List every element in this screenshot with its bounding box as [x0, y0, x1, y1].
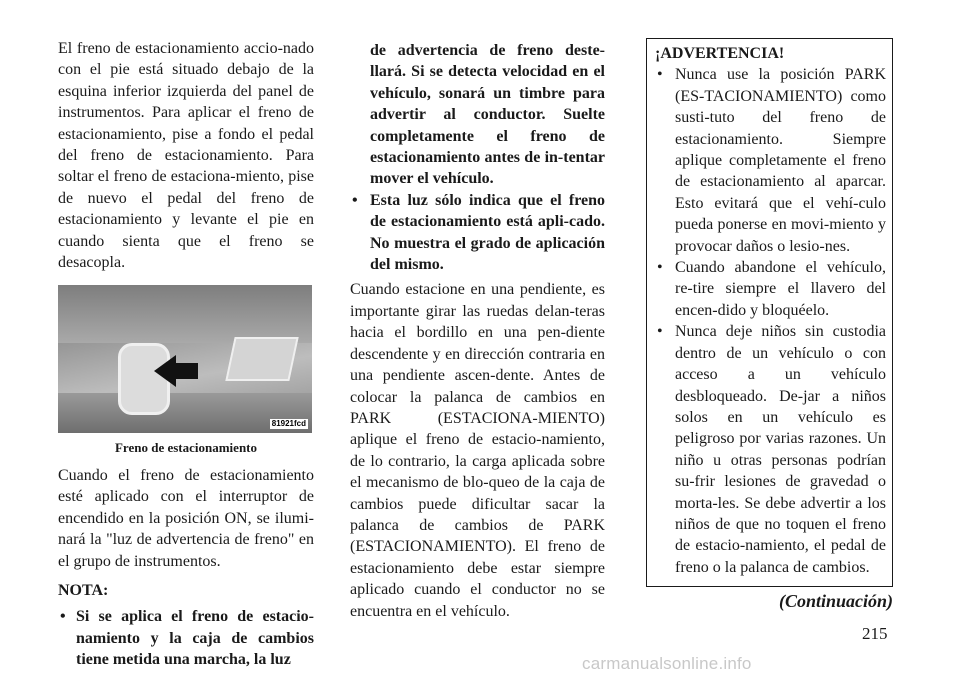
continued-label: (Continuación)	[778, 591, 893, 612]
warning-title: ¡ADVERTENCIA!	[655, 45, 785, 62]
dashboard-panel	[58, 285, 312, 343]
note-item-continued	[350, 40, 605, 190]
warning-item: • Nunca deje niños sin custodia dentro de un vehículo o con acceso a un vehículo desbloqueado. De-jar a niños solos en un vehículo es peligroso por varias razones. Un niño u otras personas podrían su-frir lesiones de gravedad o morta-les. Se debe advertir a los niños de que no toquen el freno de estacio-namiento, el pedal de freno o la palanca de cambios.	[655, 321, 886, 578]
warning-light-paragraph: Cuando el freno de estacionamiento esté aplicado con el interruptor de encendido en la posición ON, se ilumi-nará la "luz de advertencia de freno" en el grupo de instrumentos.	[58, 466, 314, 570]
note-title: NOTA:	[58, 581, 109, 599]
watermark: carmanualsonline.info	[582, 654, 752, 673]
column-right	[646, 38, 894, 613]
column-left	[58, 38, 314, 671]
warning-box	[646, 38, 893, 587]
parking-brake-photo	[58, 285, 312, 433]
slope-parking-paragraph: Cuando estacione en una pendiente, es importante girar las ruedas delan-teras hacia el bordillo en una pen-diente descendente y en dirección contraria en una pendiente ascen-dente. Antes de colocar la palanca de cambios en PARK (ESTACIONA-MIENTO) aplique el freno de estacio-namiento, de lo contrario, la carga aplicada sobre el mecanismo de blo-queo de la caja de cambios puede dificultar sacar la palanca de cambios de PARK (ESTACIONAMIENTO). El freno de estacionamiento debe estar siempre aplicado cuando el conductor no se encuentra en el vehículo.	[350, 281, 605, 620]
warning-item: • Cuando abandone el vehículo, re-tire siempre el llavero del encen-dido y bloquéelo.	[655, 257, 886, 321]
note-item: • Si se aplica el freno de estacio-namiento y la caja de cambios tiene metida una marcha, la luz	[58, 606, 314, 670]
warning-list	[655, 64, 886, 578]
note-list	[58, 606, 314, 670]
column-middle	[350, 40, 605, 622]
warning-item: • Nunca use la posición PARK (ES-TACIONAMIENTO) como susti-tuto del freno de estacionamiento. Siempre aplique completamente el freno de estacionamiento al aparcar. Esto evitará que el vehí-culo pueda ponerse en movi-miento y provocar daños o lesio-nes.	[655, 64, 886, 257]
arrow-shaft	[174, 363, 198, 379]
photo-caption: Freno de estacionamiento	[114, 440, 258, 456]
note-item: • Esta luz sólo indica que el freno de estacionamiento está apli-cado. No muestra el grado de aplicación del mismo.	[350, 190, 605, 276]
note-item-continued-text: de advertencia de freno deste-llará. Si se detecta velocidad en el vehículo, sonará un timbre para advertir al conductor. Suelte completamente el freno de estacionamiento antes de in-tentar mover el vehículo.	[370, 42, 605, 188]
arrow-icon	[154, 355, 176, 387]
page-number: 215	[862, 624, 888, 643]
note-list-continued	[350, 40, 605, 275]
brake-pedal	[225, 337, 298, 381]
intro-paragraph: El freno de estacionamiento accio-nado con el pie está situado debajo de la esquina inferior izquierda del panel de instrumentos. Para aplicar el freno de estacionamiento, pise a fondo el pedal del freno de estacionamiento. Para soltar el freno de estaciona-miento, pise de nuevo el pedal del freno de estacionamiento y levante el pie en cuando sienta que el freno se desacopla.	[58, 40, 314, 272]
image-code: 81921fcd	[271, 419, 306, 429]
